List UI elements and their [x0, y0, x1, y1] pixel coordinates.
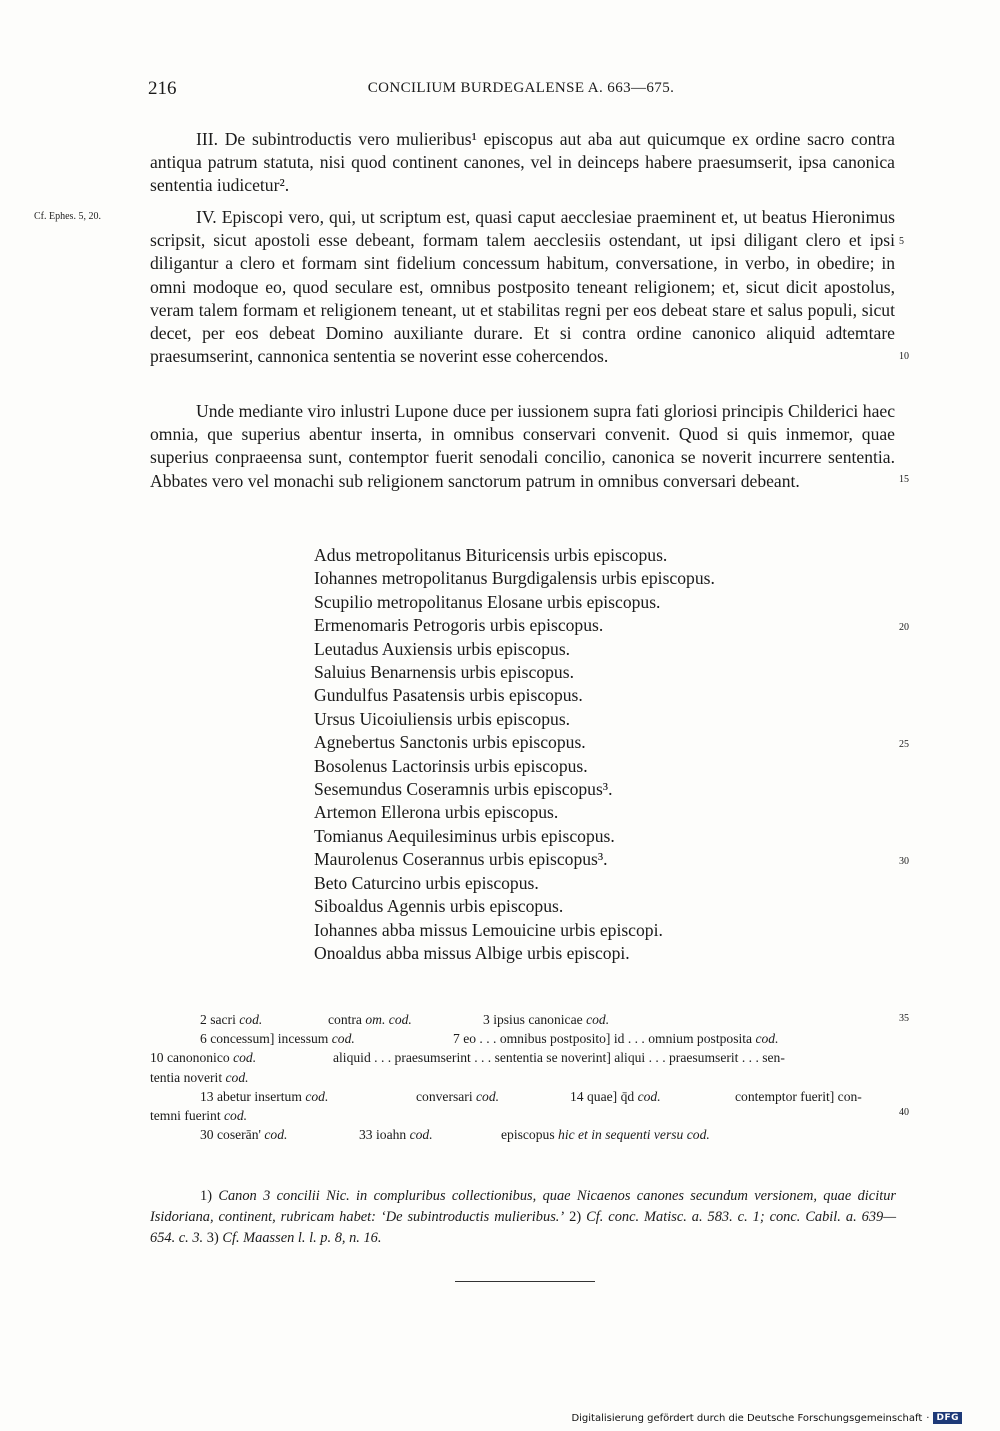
signatory-line: Artemon Ellerona urbis episcopus. — [314, 802, 559, 823]
variant-entry: conversari cod. — [416, 1088, 500, 1104]
line-number: 5 — [899, 236, 904, 247]
line-number: 35 — [899, 1013, 909, 1024]
signatory-line: Onoaldus abba missus Albige urbis episcopi. — [314, 942, 630, 963]
signatory-line: Ermenomaris Petrogoris urbis episcopus. — [314, 615, 604, 636]
variant-entry: 10 canononico cod. — [150, 1050, 257, 1066]
apparatus-line — [150, 1087, 896, 1106]
page-header — [148, 78, 894, 104]
paragraph-closing — [150, 400, 895, 493]
signatory-line: Adus metropolitanus Bituricensis urbis episcopus. — [314, 545, 668, 565]
apparatus-line — [150, 1106, 896, 1125]
line-number: 15 — [899, 474, 909, 485]
signatory-line: Maurolenus Coserannus urbis episcopus³. — [314, 849, 608, 870]
end-rule — [455, 1281, 595, 1282]
apparatus-line — [150, 1048, 896, 1067]
line-number: 30 — [899, 856, 909, 867]
variant-entry: 2 sacri cod. — [200, 1012, 263, 1027]
variant-entry: episcopus hic et in sequenti versu cod. — [501, 1127, 710, 1143]
paragraph-text: IV. Episcopi vero, qui, ut scriptum est, quasi caput aecclesiae praeminent et, ut beatus Hieronimus scripsit, sicut apostoli esse debeant, formam talem aecclesiis ostendant, ut ipsi diligant clero et ipsi diligantur a clero et formam sint fidelium concessum habitum, conversatione, in verbo, in obedire; in omni modoque eo, quod seculare est, omnibus postposito teneant religionem; et, sicut dicit apostolus, veram talem formam et religionem teneant, ut et stabilitas regni per eos debeat stare et salus populi, sicut decet, per eos debeat Domino auxiliante durare. Et si contra ordine canonico aliquid adtemtare praesumserint, cannonica sententia se noverint esse cohercendos. — [150, 207, 895, 367]
paragraph-canon-3 — [150, 128, 895, 198]
variant-entry: 7 eo . . . omnibus postposito] id . . . omnium postposita cod. — [453, 1031, 779, 1047]
paragraph-canon-4 — [150, 206, 895, 368]
variant-entry: 3 ipsius canonicae cod. — [483, 1012, 610, 1027]
footer-text: Digitalisierung gefördert durch die Deutsche Forschungsgemeinschaft — [571, 1412, 923, 1424]
variant-entry: contemptor fuerit] con- — [735, 1088, 862, 1104]
paragraph-text: III. De subintroductis vero mulieribus¹ episcopus aut aba aut quicumque ex ordine sacro contra antiqua patrum statuta, nisi quod continent canones, vel in deinceps habere praesumserit, ipsa canonica sententia iudicetur². — [150, 129, 895, 196]
signatory-line: Saluius Benarnensis urbis episcopus. — [314, 662, 574, 683]
apparatus-line — [150, 1010, 896, 1029]
signatory-line: Siboaldus Agennis urbis episcopus. — [314, 896, 564, 917]
variant-entry: 30 coserān' cod. — [200, 1127, 288, 1143]
signatory-line: Sesemundus Coseramnis urbis episcopus³. — [314, 779, 613, 800]
signatory-line: Iohannes abba missus Lemouicine urbis episcopi. — [314, 919, 663, 940]
apparatus-line — [150, 1068, 896, 1087]
signatory-line: Scupilio metropolitanus Elosane urbis episcopus. — [314, 591, 661, 612]
signatory-list — [314, 544, 715, 965]
signatory-line: Iohannes metropolitanus Burgdigalensis urbis episcopus. — [314, 568, 715, 589]
running-title: CONCILIUM BURDEGALENSE A. 663—675. — [367, 80, 675, 96]
variant-entry: aliquid . . . praesumserint . . . sententia se noverint] aliqui . . . praesumserit . . . sen- — [333, 1050, 785, 1066]
signatory-line: Beto Caturcino urbis episcopus. — [314, 872, 539, 893]
signatory-line: Tomianus Aequilesiminus urbis episcopus. — [314, 825, 615, 846]
signatory-line: Agnebertus Sanctonis urbis episcopus. — [314, 732, 586, 753]
line-number: 10 — [899, 351, 909, 362]
dfg-logo-icon: DFG — [933, 1412, 962, 1424]
variant-entry: tentia noverit cod. — [150, 1069, 249, 1085]
footnote-2: Cf. conc. Matisc. a. 583. c. 1; conc. Cabil. a. 639—654. c. 3. — [150, 1209, 897, 1246]
line-number: 40 — [899, 1107, 909, 1118]
critical-apparatus — [150, 1010, 896, 1144]
page-number: 216 — [148, 78, 177, 99]
variant-entry: 6 concessum] incessum cod. — [200, 1031, 355, 1047]
footnote-3: Cf. Maassen l. l. p. 8, n. 16. — [222, 1230, 382, 1246]
signatory-line: Leutadus Auxiensis urbis episcopus. — [314, 638, 571, 659]
variant-entry: contra om. cod. — [328, 1012, 412, 1027]
side-reference: Cf. Ephes. 5, 20. — [34, 211, 101, 222]
variant-entry: 14 quae] q̄d cod. — [570, 1088, 661, 1104]
variant-entry: 33 ioahn cod. — [359, 1127, 433, 1143]
signatory-line: Gundulfus Pasatensis urbis episcopus. — [314, 685, 583, 706]
paragraph-text: Unde mediante viro inlustri Lupone duce per iussionem supra fati gloriosi principis Childerici haec omnia, que superius abentur inserta, in omnibus conservari convenit. Quod si quis inmemor, quae superius conpraeensa sunt, contemptor fuerit senodali concilio, canonica se noverit incurrere sententia. Abbates vero vel monachi sub religionem sanctorum patrum in omnibus conversari debeant. — [150, 401, 895, 491]
footnote-1: Canon 3 concilii Nic. in compluribus collectionibus, quae Nicaenos canones secundum versionem, quae dicitur Isidoriana, continent, rubricam habet: ‘De subintroductis mulieribus.’ — [150, 1188, 896, 1225]
variant-entry: 13 abetur insertum cod. — [200, 1088, 329, 1104]
footnote-block: 1) Canon 3 concilii Nic. in compluribus collectionibus, quae Nicaenos canones secundum versionem, quae dicitur Isidoriana, continent, rubricam habet: ‘De subintroductis mulieribus.’ 2) Cf. conc. Matisc. a. 583. c. 1; conc. Cabil. a. 639—654. c. 3. 3) Cf. Maassen l. l. p. 8, n. 16. — [150, 1188, 897, 1246]
signatory-line: Ursus Uicoiuliensis urbis episcopus. — [314, 708, 571, 729]
line-number: 20 — [899, 622, 909, 633]
signatory-line: Bosolenus Lactorinsis urbis episcopus. — [314, 755, 588, 776]
variant-entry: temni fuerint cod. — [150, 1107, 248, 1123]
footer-credit: Digitalisierung gefördert durch die Deutsche Forschungsgemeinschaft · DFG — [571, 1412, 962, 1424]
line-number: 25 — [899, 739, 909, 750]
apparatus-line — [150, 1125, 896, 1144]
footnotes — [150, 1186, 896, 1249]
apparatus-line — [150, 1029, 896, 1048]
